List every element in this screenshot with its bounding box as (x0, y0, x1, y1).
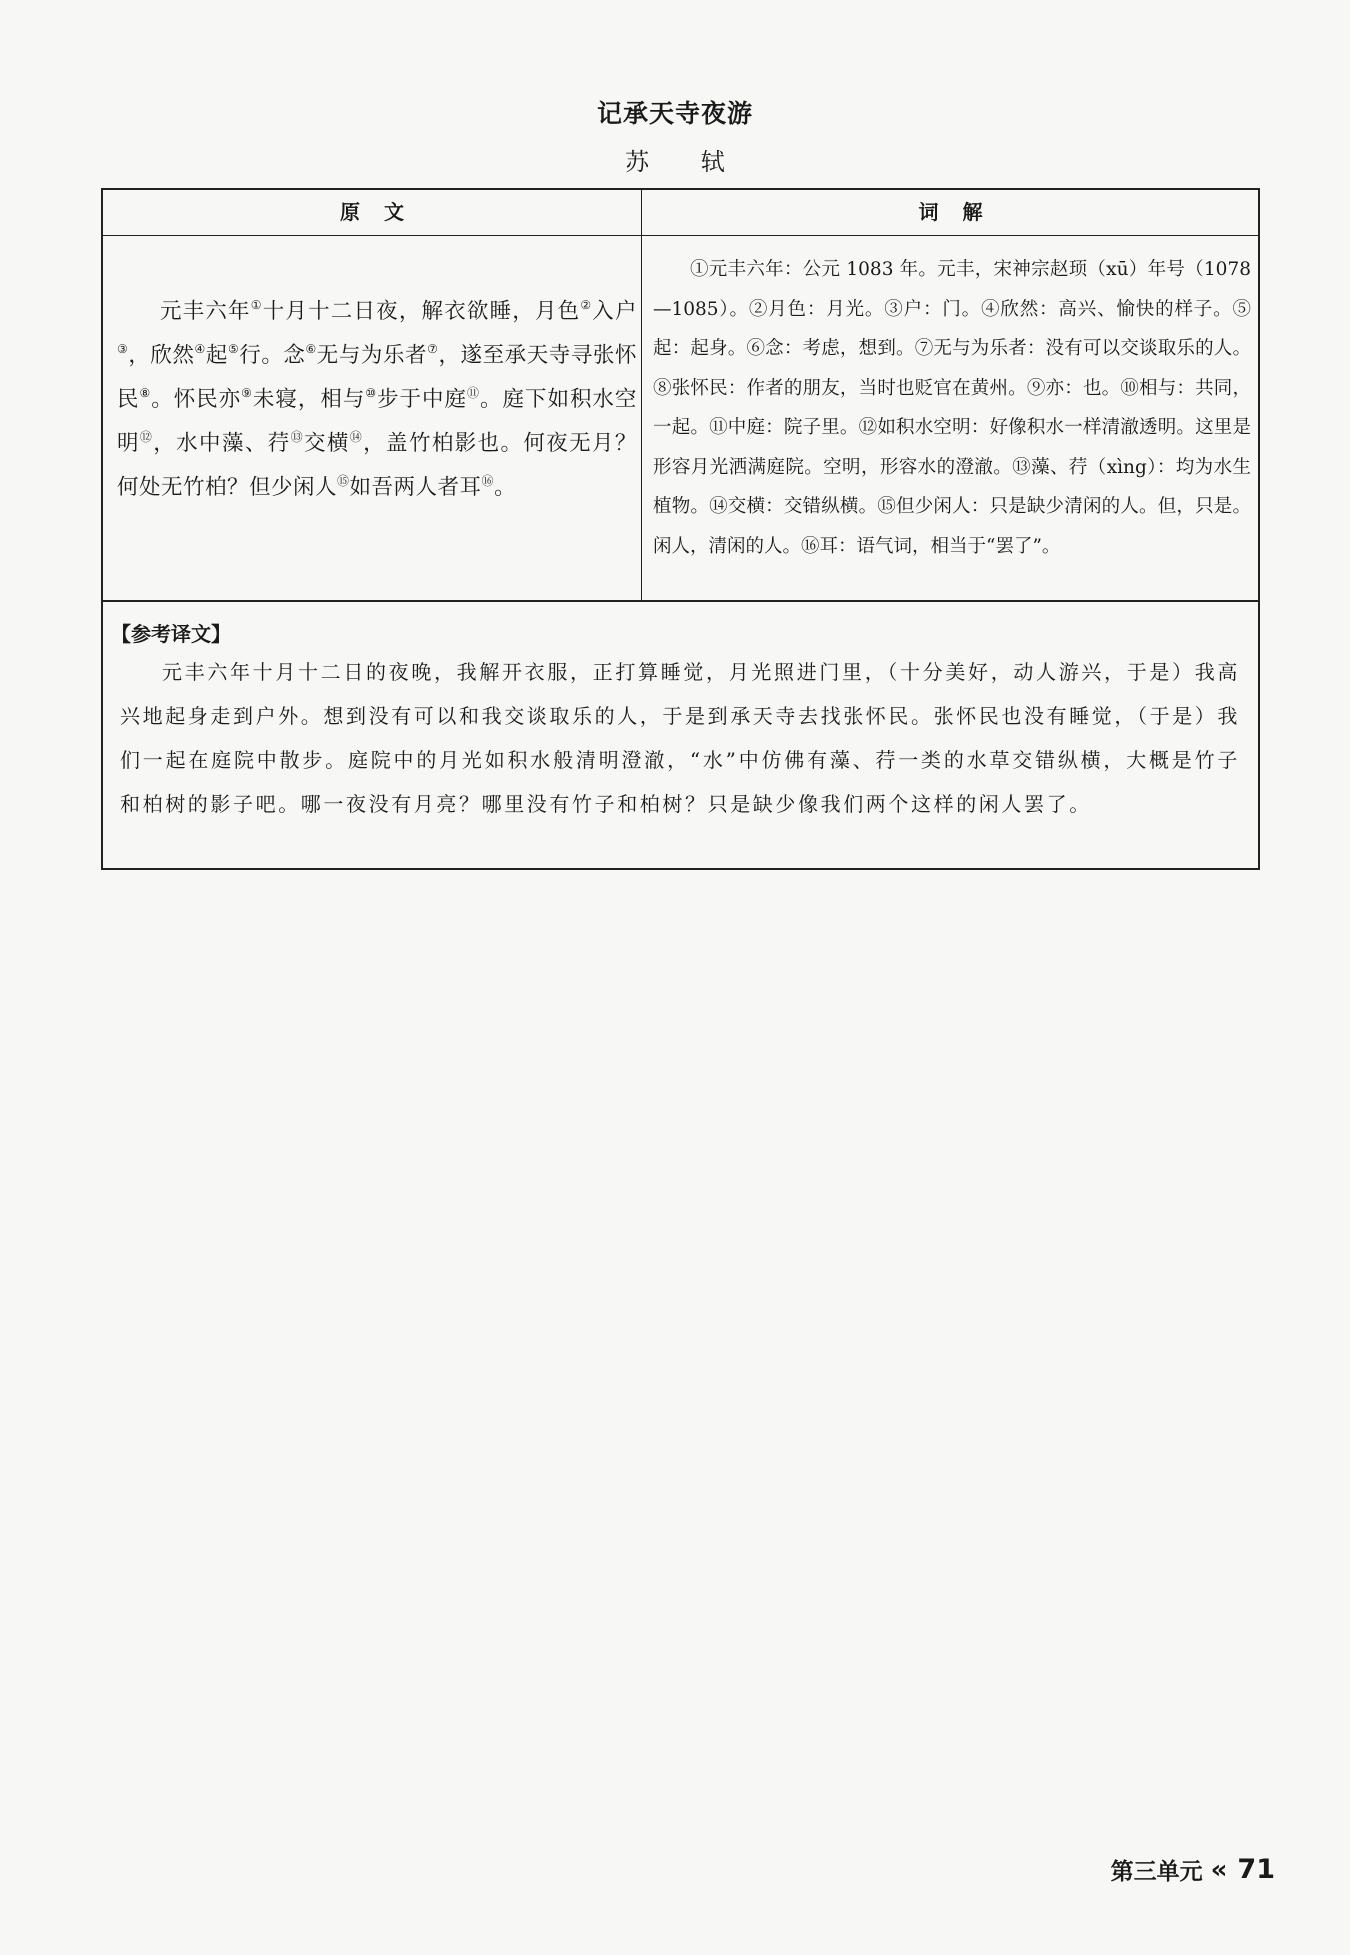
note-marker: ⑪ (467, 386, 481, 400)
original-segment: ，盖竹柏影也。何夜无月？何处无竹柏？但少闲人 (117, 431, 637, 500)
unit-label: 第三单元 (1110, 1859, 1203, 1885)
original-segment: 交横 (304, 431, 350, 456)
original-segment: ，遂至承天寺寻张怀民 (117, 343, 637, 412)
column-divider (641, 190, 642, 600)
chevron-left-icon: « (1210, 1854, 1222, 1885)
note-marker: ⑭ (349, 430, 364, 444)
note-marker: ④ (194, 342, 206, 356)
note-marker: ⑯ (481, 474, 495, 488)
note-marker: ⑧ (139, 386, 152, 400)
author-name: 苏 轼 (625, 148, 747, 176)
original-segment: 。庭下如积水空明 (117, 387, 637, 456)
note-marker: ⑤ (227, 342, 240, 356)
note-marker: ① (250, 298, 263, 312)
original-segment: 未寝，相与 (252, 387, 366, 412)
original-segment: ，水中藻、荇 (153, 431, 291, 456)
header-notes: 词解 (918, 200, 1007, 224)
poem-title: 记承天寺夜游 (596, 99, 753, 128)
note-marker: ⑮ (337, 474, 350, 488)
header-original: 原文 (340, 200, 428, 224)
page-footer (1111, 1853, 1275, 1886)
note-marker: ⑥ (305, 342, 317, 356)
note-marker: ⑦ (427, 342, 439, 356)
original-segment: 入户 (592, 299, 637, 324)
original-segment: 如吾两人者耳 (349, 475, 482, 500)
word-notes: ①元丰六年：公元 1083 年。元丰，宋神宗赵顼（xū）年号（1078—1085）。②月色：月光。③户：门。④欣然：高兴、愉快的样子。⑤起：起身。⑥念：考虑，想到。⑦无与为乐者：没有可以交谈取乐的人。⑧张怀民：作者的朋友，当时也贬官在黄州。⑨亦：也。⑩相与：共同，一起。⑪中庭：院子里。⑫如积水空明：好像积水一样清澈透明。这里是形容月光洒满庭院。空明，形容水的澄澈。⑬藻、荇（xìng）：均为水生植物。⑭交横：交错纵横。⑮但少闲人：只是缺少清闲的人。但，只是。闲人，清闲的人。⑯耳：语气词，相当于“罢了”。 (653, 259, 1251, 557)
note-marker: ⑨ (241, 386, 253, 400)
original-segment: 无与为乐者 (316, 343, 428, 368)
note-marker: ② (580, 298, 593, 312)
original-segment: 。 (494, 475, 517, 500)
note-marker: ⑬ (290, 430, 304, 444)
original-segment: 起 (205, 343, 228, 368)
original-segment: 行。念 (239, 343, 306, 368)
note-marker: ③ (117, 342, 129, 356)
translation-text: 元丰六年十月十二日的夜晚，我解开衣服，正打算睡觉，月光照进门里，（十分美好，动人游兴，于是）我高兴地起身走到户外。想到没有可以和我交谈取乐的人，于是到承天寺去找张怀民。张怀民也没有睡觉，（于是）我们一起在庭院中散步。庭院中的月光如积水般清明澄澈，“水”中仿佛有藻、荇一类的水草交错纵横，大概是竹子和柏树的影子吧。哪一夜没有月亮？哪里没有竹子和柏树？只是缺少像我们两个这样的闲人罢了。 (120, 660, 1240, 816)
original-segment: 步于中庭 (377, 387, 468, 412)
original-segment: 元丰六年 (160, 299, 251, 324)
original-segment: 十月十二日夜，解衣欲睡，月色 (262, 299, 581, 324)
original-segment: 。怀民亦 (151, 387, 242, 412)
page-number: 71 (1237, 1854, 1275, 1885)
text-notes-table (101, 188, 1260, 602)
translation-box (101, 600, 1260, 870)
note-marker: ⑩ (365, 386, 378, 400)
original-text (117, 290, 637, 510)
translation-heading: 【参考译文】 (111, 622, 231, 646)
note-marker: ⑫ (139, 430, 154, 444)
original-segment: ，欣然 (128, 343, 195, 368)
